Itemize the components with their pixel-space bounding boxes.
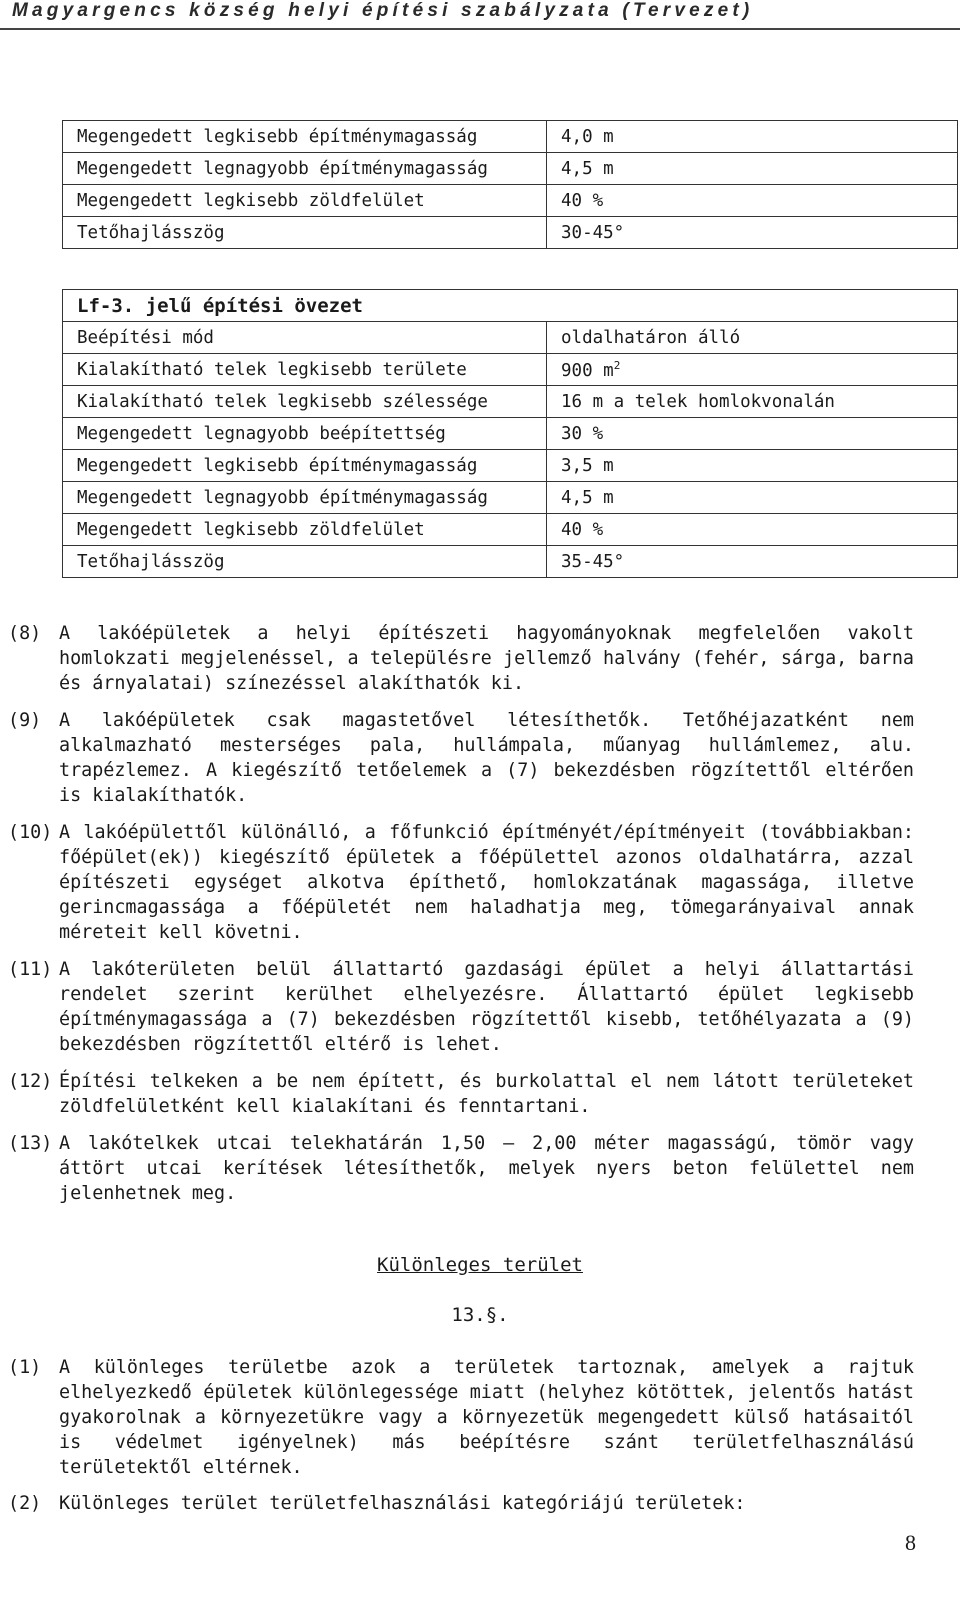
table-row — [63, 121, 958, 153]
paragraph-11 — [8, 957, 914, 1057]
parameter-value-text: 3,5 m — [561, 455, 614, 476]
parameter-value-text: oldalhatáron álló — [561, 327, 741, 348]
table-row — [63, 354, 958, 386]
parameter-value-text: 30 % — [561, 423, 604, 444]
parameter-value — [547, 121, 958, 153]
parameter-label: Tetőhajlásszög — [63, 217, 547, 249]
paragraph-12 — [8, 1069, 914, 1119]
table-row — [63, 450, 958, 482]
parameter-label: Megengedett legnagyobb építménymagasság — [63, 482, 547, 514]
table-row — [63, 418, 958, 450]
paragraph-number: (10) — [8, 822, 53, 843]
parameter-value — [547, 482, 958, 514]
paragraph-text: Építési telkeken a be nem épített, és burkolattal el nem látott területeket zöldfelületként kell kialakítani és fenntartani. — [59, 1071, 914, 1117]
paragraph-number: (2) — [8, 1493, 42, 1514]
paragraph-number: (12) — [8, 1071, 53, 1092]
parameter-value — [547, 185, 958, 217]
parameter-label: Kialakítható telek legkisebb szélessége — [63, 386, 547, 418]
section-title-text: Különleges terület — [377, 1254, 583, 1276]
parameter-value-text: 900 m — [561, 360, 614, 381]
unit-superscript: 2 — [613, 358, 621, 372]
header-rule — [0, 28, 960, 30]
parameter-value — [547, 217, 958, 249]
table-row — [63, 514, 958, 546]
table-row — [63, 217, 958, 249]
parameter-value-text: 16 m a telek homlokvonalán — [561, 391, 835, 412]
parameter-label: Tetőhajlásszög — [63, 546, 547, 578]
zone-parameter-table-1 — [62, 120, 958, 249]
parameter-value — [547, 546, 958, 578]
parameter-value — [547, 386, 958, 418]
parameter-label: Kialakítható telek legkisebb területe — [63, 354, 547, 386]
section-title — [0, 1254, 960, 1276]
paragraph-9 — [8, 708, 914, 808]
parameter-value-text: 35-45° — [561, 551, 625, 572]
paragraph-number: (9) — [8, 710, 42, 731]
paragraph-1 — [8, 1355, 914, 1480]
paragraph-10 — [8, 820, 914, 945]
paragraph-text: A lakóterületen belül állattartó gazdasági épület a helyi állattartási rendelet szerint kerülhet elhelyezésre. Állattartó épület legkisebb építménymagassága a (7) bekezdésben rögzítettől kisebb, tetőhélyazata a (9) bekezdésben rögzítettől eltérő is lehet. — [59, 959, 914, 1055]
section-number: 13.§. — [451, 1304, 509, 1326]
parameter-value-text: 40 % — [561, 190, 604, 211]
parameter-value — [547, 418, 958, 450]
paragraph-text: Különleges terület területfelhasználási kategóriájú területek: — [59, 1493, 746, 1514]
paragraph-number: (1) — [8, 1357, 42, 1378]
parameter-value-text: 4,5 m — [561, 487, 614, 508]
parameter-value — [547, 153, 958, 185]
table-row — [63, 386, 958, 418]
parameter-label: Megengedett legkisebb zöldfelület — [63, 514, 547, 546]
paragraph-text: A különleges területbe azok a területek tartoznak, amelyek a rajtuk elhelyezkedő épületek különlegessége miatt (helyhez kötöttek, jelentős hatást gyakorolnak a környezetükre vagy a környezetük megengedett külső hatásaitól is védelmet igényelnek) más beépítésre szánt területfelhasználású területektől eltérnek. — [59, 1357, 914, 1478]
parameter-value — [547, 354, 958, 386]
paragraph-text: A lakótelkek utcai telekhatárán 1,50 – 2,00 méter magasságú, tömör vagy áttört utcai kerítések létesíthetők, melyek nyers beton felülettel nem jelenhetnek meg. — [59, 1133, 914, 1204]
parameter-value-text: 4,5 m — [561, 158, 614, 179]
parameter-value-text: 4,0 m — [561, 126, 614, 147]
table-row — [63, 482, 958, 514]
paragraph-8 — [8, 621, 914, 696]
page-number: 8 — [905, 1530, 916, 1555]
table-row — [63, 322, 958, 354]
paragraph-text: A lakóépülettől különálló, a főfunkció építményét/építményeit (továbbiakban: főépület(ek)) kiegészítő épületek a főépülettel azonos oldalhatárra, azzal építészeti egységet alkotva építhető, homlokzatának magassága, illetve gerincmagassága a főépületét nem haladhatja meg, tömegarányaival annak méreteit kell követni. — [59, 822, 914, 943]
paragraph-number: (13) — [8, 1133, 53, 1154]
table-row — [63, 546, 958, 578]
paragraph-number: (8) — [8, 623, 42, 644]
parameter-label: Megengedett legnagyobb építménymagasság — [63, 153, 547, 185]
paragraph-number: (11) — [8, 959, 53, 980]
table-row — [63, 185, 958, 217]
parameter-label: Megengedett legkisebb építménymagasság — [63, 450, 547, 482]
document-header: Magyargencs község helyi építési szabályzata (Tervezet) — [12, 0, 754, 21]
parameter-label: Megengedett legkisebb építménymagasság — [63, 121, 547, 153]
paragraph-text: A lakóépületek a helyi építészeti hagyományoknak megfelelően vakolt homlokzati megjelenéssel, a településre jellemző halvány (fehér, sárga, barna és árnyalatai) színezéssel alakíthatók ki. — [59, 623, 914, 694]
table-row — [63, 153, 958, 185]
parameter-value — [547, 450, 958, 482]
parameter-label: Beépítési mód — [63, 322, 547, 354]
paragraph-2 — [8, 1491, 914, 1516]
paragraph-text: A lakóépületek csak magastetővel létesíthetők. Tetőhéjazatként nem alkalmazható mesterséges pala, hullámpala, műanyag hullámlemez, alu. trapézlemez. A kiegészítő tetőelemek a (7) bekezdésben rögzítettől eltérően is kialakíthatók. — [59, 710, 914, 806]
parameter-label: Megengedett legkisebb zöldfelület — [63, 185, 547, 217]
parameter-value-text: 40 % — [561, 519, 604, 540]
zone-parameter-table-lf3 — [62, 289, 958, 578]
zone-title: Lf-3. jelű építési övezet — [63, 290, 958, 322]
parameter-label: Megengedett legnagyobb beépítettség — [63, 418, 547, 450]
parameter-value — [547, 322, 958, 354]
parameter-value-text: 30-45° — [561, 222, 625, 243]
paragraph-13 — [8, 1131, 914, 1206]
parameter-value — [547, 514, 958, 546]
